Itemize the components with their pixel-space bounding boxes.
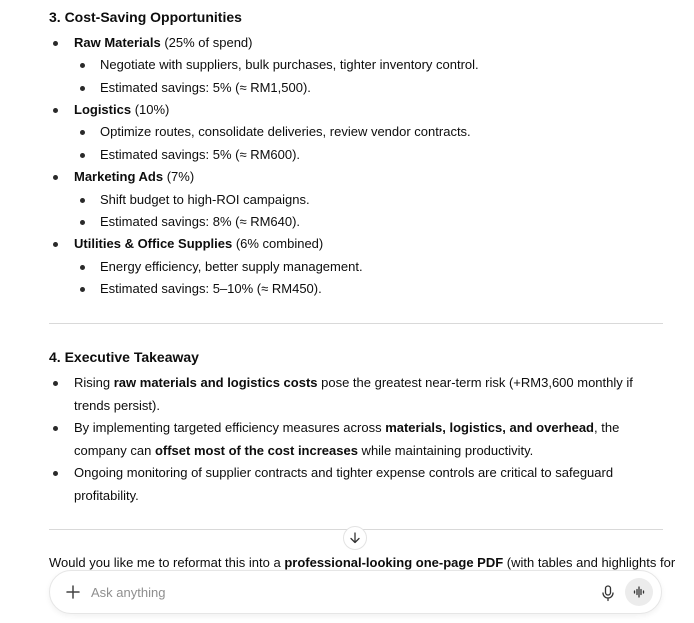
- bullet: [80, 265, 85, 270]
- list-subitem: [100, 211, 300, 233]
- list-item: [74, 32, 252, 54]
- bullet: [80, 220, 85, 225]
- text: Rising: [74, 375, 114, 390]
- list-item: [74, 417, 664, 462]
- subitem-text: Estimated savings: 5% (≈ RM600).: [100, 147, 301, 162]
- voice-mode-button[interactable]: [625, 578, 653, 606]
- voice-mode-icon: [632, 585, 646, 599]
- subitem-text: Energy efficiency, better supply management.: [100, 259, 363, 274]
- item-detail: (6% combined): [232, 236, 324, 251]
- list-subitem: [100, 278, 322, 300]
- text: Ongoing monitoring of supplier contracts and tighter expense controls are critical to safeguard profitability.: [74, 465, 614, 503]
- scroll-to-bottom-button[interactable]: [343, 526, 367, 550]
- message-input[interactable]: [91, 581, 571, 603]
- subitem-text: Estimated savings: 5–10% (≈ RM450).: [100, 281, 322, 296]
- bullet: [80, 198, 85, 203]
- text: pose the greatest near-term risk (+RM3,600 monthly if trends persist).: [74, 375, 633, 413]
- bullet: [80, 86, 85, 91]
- list-subitem: [100, 54, 479, 76]
- text: , the company can: [74, 420, 620, 458]
- text: Would you like me to reformat this into a: [49, 555, 285, 570]
- item-title: Raw Materials: [74, 35, 161, 50]
- section-heading-cost-saving: 3. Cost-Saving Opportunities: [49, 9, 242, 25]
- bullet: [80, 130, 85, 135]
- bullet: [53, 108, 58, 113]
- bold-text: professional-looking one-page PDF: [284, 555, 504, 570]
- arrow-down-icon: [349, 532, 361, 544]
- list-subitem: [100, 121, 471, 143]
- list-subitem: [100, 144, 300, 166]
- item-title: Logistics: [74, 102, 132, 117]
- subitem-text: Negotiate with suppliers, bulk purchases, tighter inventory control.: [100, 57, 479, 72]
- subitem-text: Estimated savings: 8% (≈ RM640).: [100, 214, 301, 229]
- text: while maintaining productivity.: [357, 442, 534, 458]
- section-divider: [49, 323, 663, 324]
- text: (with tables and highlights for: [503, 555, 676, 570]
- bullet: [53, 426, 58, 431]
- item-detail: (10%): [131, 102, 170, 117]
- bullet: [53, 175, 58, 180]
- section-heading-executive-takeaway: 4. Executive Takeaway: [49, 349, 199, 365]
- subitem-text: Shift budget to high-ROI campaigns.: [100, 192, 310, 207]
- bold-text: materials, logistics, and overhead: [385, 420, 594, 435]
- bullet: [53, 242, 58, 247]
- list-subitem: [100, 189, 310, 211]
- message-composer: [49, 570, 662, 614]
- subitem-text: Estimated savings: 5% (≈ RM1,500).: [100, 80, 311, 95]
- dictate-button[interactable]: [598, 583, 618, 603]
- bullet: [53, 41, 58, 46]
- list-item: [74, 99, 169, 121]
- text: By implementing targeted efficiency measures across: [74, 420, 386, 435]
- bullet: [53, 381, 58, 386]
- item-detail: (7%): [163, 169, 195, 184]
- add-attachment-button[interactable]: [63, 582, 83, 602]
- bullet: [80, 63, 85, 68]
- subitem-text: Optimize routes, consolidate deliveries, review vendor contracts.: [100, 124, 471, 139]
- list-item: [74, 372, 664, 417]
- item-title: Utilities & Office Supplies: [74, 236, 233, 251]
- bullet: [80, 153, 85, 158]
- item-detail: (25% of spend): [160, 35, 253, 50]
- plus-icon: [63, 582, 83, 602]
- bullet: [80, 287, 85, 292]
- item-title: Marketing Ads: [74, 169, 164, 184]
- bold-text: offset most of the cost increases: [154, 442, 358, 458]
- list-subitem: [100, 256, 363, 278]
- microphone-icon: [598, 583, 618, 603]
- list-item: [74, 166, 194, 188]
- list-item: [74, 462, 664, 507]
- list-item: [74, 233, 323, 255]
- list-subitem: [100, 77, 311, 99]
- bold-text: raw materials and logistics costs: [113, 375, 318, 390]
- bullet: [53, 471, 58, 476]
